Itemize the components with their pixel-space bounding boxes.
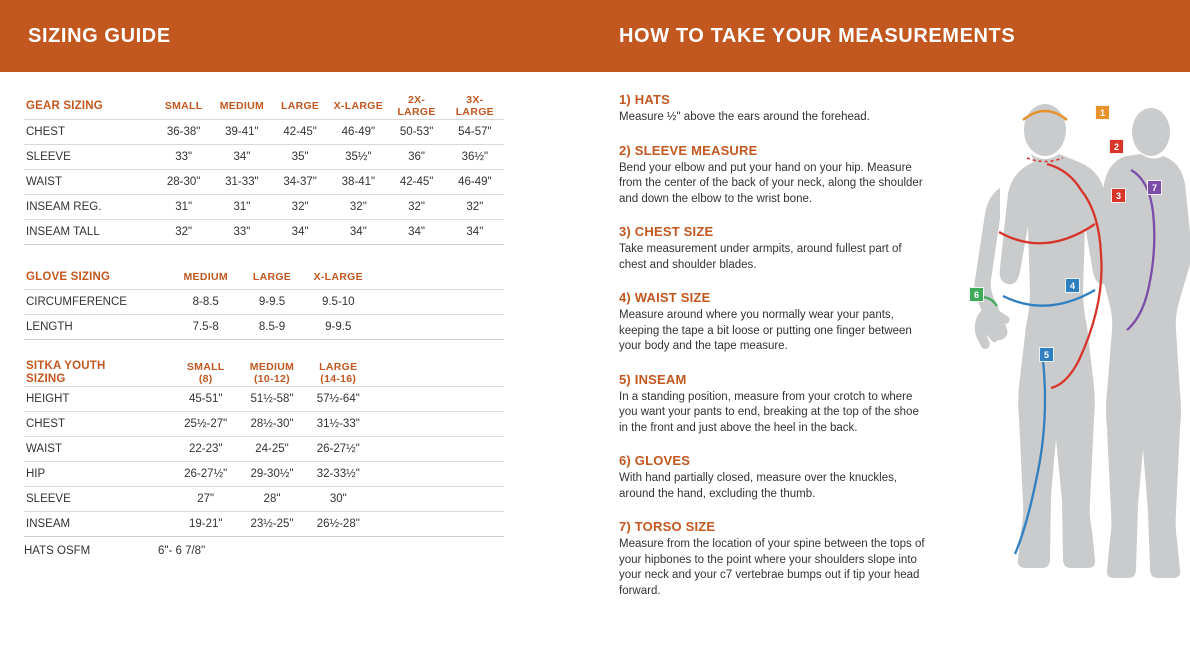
step-body-inseam: In a standing position, measure from your crotch to where you want your pants to end, breaking at the top of the shoe in the front and just above the heel in the back. [619,390,919,434]
column-header-sub: (10-12) [254,373,290,385]
table-cell: 9-9.5 [239,290,305,315]
table-cell: 29-30½" [239,462,305,487]
table-cell: 31-33" [213,169,271,194]
table-cell [371,437,437,462]
table-cell: 9-9.5 [305,315,371,340]
side-body-silhouette [1097,108,1190,578]
step-title-torso: 7) TORSO SIZE [619,519,716,534]
row-label: INSEAM REG. [24,194,155,219]
table-cell: 51½-58" [239,387,305,412]
table-cell [438,290,504,315]
table-cell [371,387,437,412]
measurements-title: HOW TO TAKE YOUR MEASUREMENTS [619,24,1016,47]
table-cell: 31" [155,194,213,219]
table-cell: 8.5-9 [239,315,305,340]
front-body-silhouette [974,104,1113,568]
glove-sizing-table [24,265,504,341]
divider-space [24,340,571,360]
table-cell: 28½-30" [239,412,305,437]
table-cell: 35" [271,144,329,169]
table-cell: 35½" [329,144,387,169]
hats-osfm-value: 6"- 6 7/8" [158,545,206,557]
row-label: INSEAM [24,512,173,537]
youth-header-line1: SITKA YOUTH [26,360,106,372]
table-cell: 32" [329,194,387,219]
table-row [24,315,504,340]
table-header-row [24,360,504,387]
table-cell [438,387,504,412]
column-header: MEDIUM [173,265,239,290]
divider-space [24,245,571,265]
badge-6-gloves: 6 [969,287,984,302]
table-cell: 19-21" [173,512,239,537]
table-cell: 42-45" [271,119,329,144]
table-cell: 54-57" [446,119,504,144]
table-cell: 36-38" [155,119,213,144]
body-diagram-svg [935,92,1190,658]
step-title-inseam: 5) INSEAM [619,371,687,387]
row-label: SLEEVE [24,144,155,169]
table-cell: 26-27½" [173,462,239,487]
table-cell [438,412,504,437]
table-row [24,119,504,144]
table-cell: 31½-33" [305,412,371,437]
badge-4-waist: 4 [1065,278,1080,293]
column-header-name: SMALL [186,361,225,373]
column-header: X-LARGE [329,94,387,119]
step-title-waist: 4) WAIST SIZE [619,290,711,305]
step-body-chest: Take measurement under armpits, around fullest part of chest and shoulder blades. [619,243,902,271]
table-cell: 34" [213,144,271,169]
table-cell: 7.5-8 [173,315,239,340]
table-cell: 23½-25" [239,512,305,537]
table-cell: 25½-27" [173,412,239,437]
step-body-hats: Measure ½" above the ears around the forehead. [619,111,870,123]
table-cell: 38-41" [329,169,387,194]
column-header [305,360,371,387]
column-header [371,265,437,290]
table-row [24,194,504,219]
table-cell: 31" [213,194,271,219]
step-title-chest: 3) CHEST SIZE [619,224,714,239]
column-header-sub: (14-16) [320,373,357,385]
badge-2-sleeve: 2 [1109,139,1124,154]
table-cell: 32-33½" [305,462,371,487]
row-label: CHEST [24,119,155,144]
table-cell: 32" [271,194,329,219]
table-cell: 24-25" [239,437,305,462]
sizing-guide-banner [0,0,595,72]
column-header: 2X-LARGE [387,94,445,119]
table-cell: 34" [387,219,445,244]
table-cell: 57½-64" [305,387,371,412]
measurements-panel [595,0,1190,644]
column-header-sub: (8) [198,373,213,385]
column-header-name: MEDIUM [249,361,295,373]
measurements-body [595,72,1190,644]
table-row [24,169,504,194]
table-cell: 36" [387,144,445,169]
badge-7-torso: 7 [1147,180,1162,195]
row-label: HEIGHT [24,387,173,412]
measurement-diagram [935,92,1190,658]
column-header: MEDIUM [213,94,271,119]
table-cell [438,487,504,512]
table-cell: 42-45" [387,169,445,194]
youth-header-line2: SIZING [26,373,66,385]
table-cell: 26-27½" [305,437,371,462]
table-cell: 32" [155,219,213,244]
column-header-name: LARGE [319,361,358,373]
youth-sizing-table [24,360,504,537]
step-title-gloves: 6) GLOVES [619,453,691,468]
column-header: LARGE [271,94,329,119]
column-header: SMALL [155,94,213,119]
table-cell [438,462,504,487]
table-row [24,462,504,487]
table-cell [371,412,437,437]
table-cell [371,512,437,537]
row-label: SLEEVE [24,487,173,512]
badge-1-hats: 1 [1095,105,1110,120]
glove-sizing-header: GLOVE SIZING [24,265,173,290]
table-row [24,219,504,244]
table-cell [371,290,437,315]
table-row [24,387,504,412]
row-label: WAIST [24,437,173,462]
row-label: CIRCUMFERENCE [24,290,173,315]
table-cell: 28-30" [155,169,213,194]
table-cell: 32" [387,194,445,219]
badge-3-chest: 3 [1111,188,1126,203]
table-cell: 30" [305,487,371,512]
table-cell: 8-8.5 [173,290,239,315]
table-cell: 33" [155,144,213,169]
row-label: HIP [24,462,173,487]
table-cell: 34" [271,219,329,244]
table-cell [371,462,437,487]
table-cell: 36½" [446,144,504,169]
hats-osfm-row [24,537,504,557]
table-header-row [24,94,504,119]
table-header-row [24,265,504,290]
table-cell: 46-49" [329,119,387,144]
table-cell [438,437,504,462]
measurement-steps [595,92,925,599]
column-header [371,360,437,387]
table-cell: 34" [446,219,504,244]
table-row [24,412,504,437]
table-cell: 9.5-10 [305,290,371,315]
column-header: LARGE [239,265,305,290]
table-cell: 39-41" [213,119,271,144]
table-cell: 26½-28" [305,512,371,537]
row-label: INSEAM TALL [24,219,155,244]
youth-sizing-header [24,360,173,387]
step-body-waist: Measure around where you normally wear your pants, keeping the tape a bit loose or putting one finger between your body and the tape measure. [619,309,912,352]
table-cell: 32" [446,194,504,219]
table-cell: 46-49" [446,169,504,194]
step-title-sleeve: 2) SLEEVE MEASURE [619,142,758,158]
step-body-gloves: With hand partially closed, measure over the knuckles, around the hand, excluding the thumb. [619,472,898,500]
table-cell [438,315,504,340]
step-title-hats: 1) HATS [619,92,670,107]
row-label: WAIST [24,169,155,194]
gear-sizing-table [24,94,504,245]
measurements-banner [595,0,1190,72]
table-cell [438,512,504,537]
table-cell: 34-37" [271,169,329,194]
row-label: LENGTH [24,315,173,340]
table-row [24,290,504,315]
step-body-torso: Measure from the location of your spine between the tops of your hipbones to the point where your shoulders slope into your neck and your c7 vertebrae bumps out if tip your head forward. [619,538,925,597]
table-cell: 33" [213,219,271,244]
column-header [438,360,504,387]
table-cell: 27" [173,487,239,512]
column-header [173,360,239,387]
table-row [24,512,504,537]
table-cell: 28" [239,487,305,512]
table-cell [371,487,437,512]
row-label: CHEST [24,412,173,437]
badge-5-inseam: 5 [1039,347,1054,362]
table-cell [371,315,437,340]
table-row [24,487,504,512]
table-cell: 34" [329,219,387,244]
step-body-sleeve: Bend your elbow and put your hand on your hip. Measure from the center of the back of your neck, along the shoulder and down the elbow to the wrist bone. [619,161,923,205]
column-header [438,265,504,290]
hats-osfm-label: HATS OSFM [24,545,91,557]
sizing-guide-panel [0,0,595,644]
sizing-tables [0,72,595,557]
table-cell: 50-53" [387,119,445,144]
table-cell: 45-51" [173,387,239,412]
table-row [24,437,504,462]
table-row [24,144,504,169]
column-header: 3X-LARGE [446,94,504,119]
gear-sizing-header: GEAR SIZING [24,94,155,119]
column-header: X-LARGE [305,265,371,290]
table-cell: 22-23" [173,437,239,462]
column-header [239,360,305,387]
sizing-guide-title: SIZING GUIDE [28,24,171,47]
